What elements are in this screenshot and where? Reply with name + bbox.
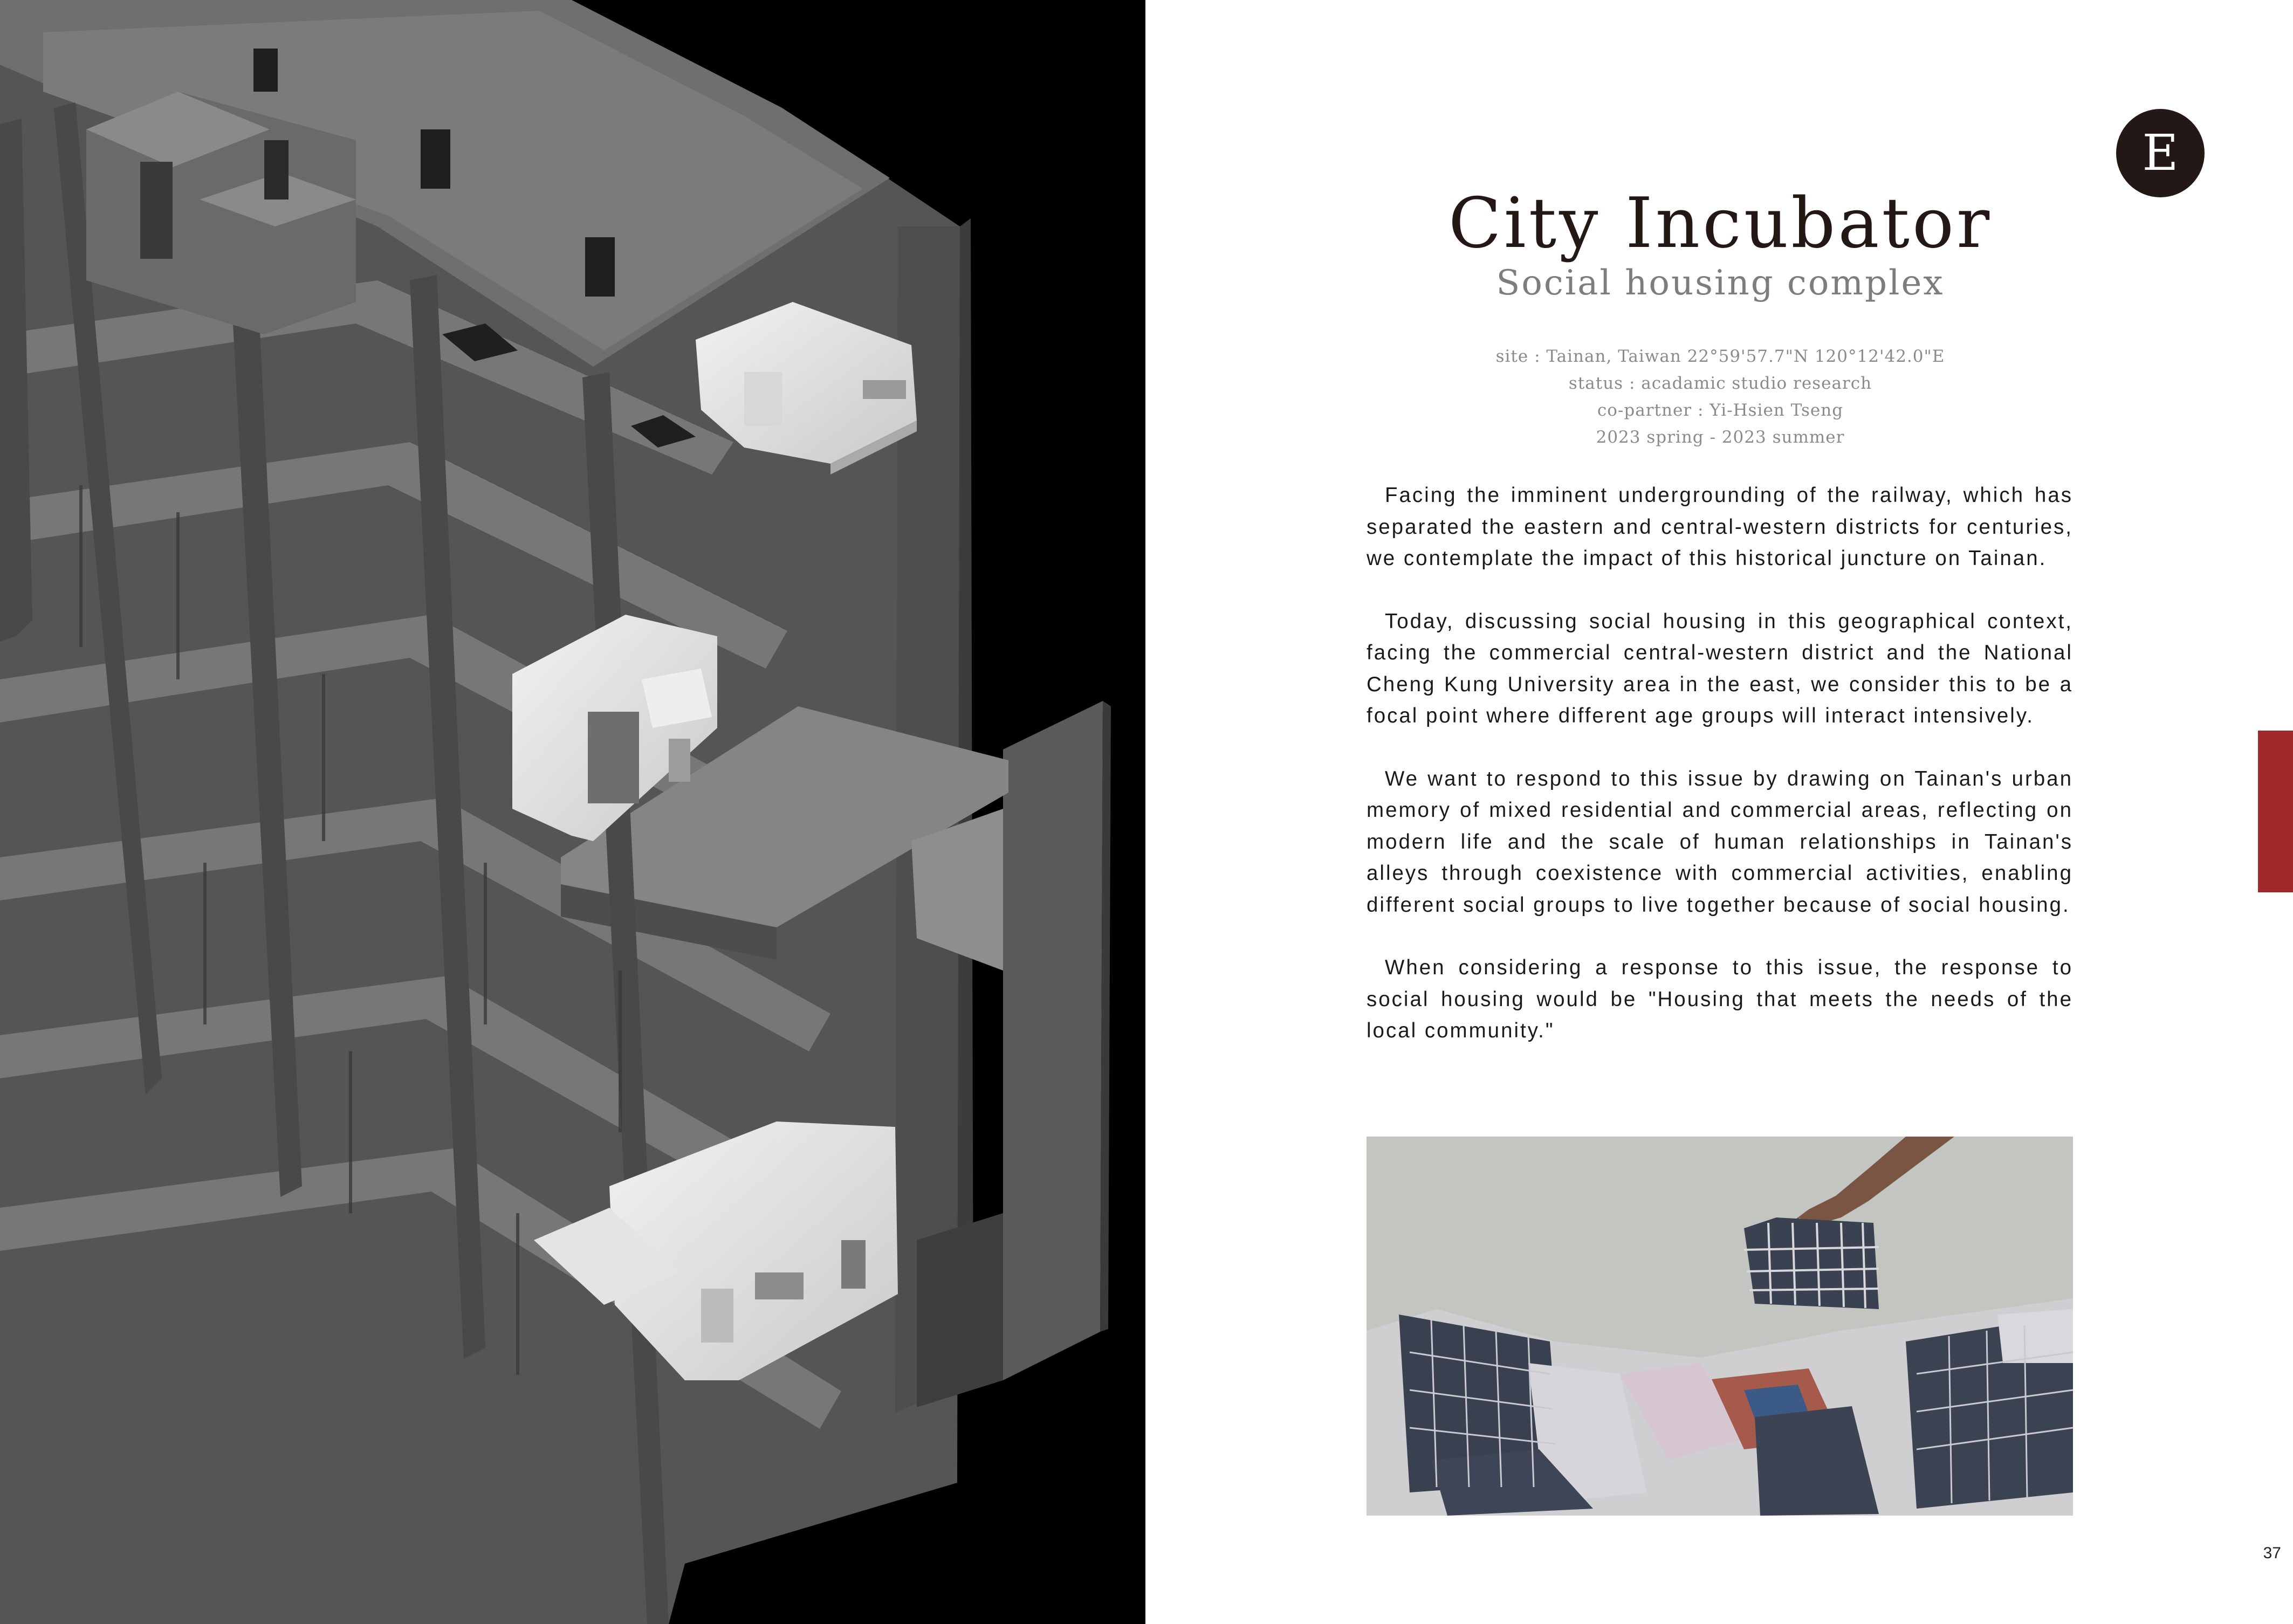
page-number: 37 xyxy=(2263,1544,2281,1562)
project-subtitle: Social housing complex xyxy=(1496,263,1945,303)
project-title: City Incubator xyxy=(1448,183,1993,264)
project-description xyxy=(1367,480,2073,1078)
meta-site: site : Tainan, Taiwan 22°59'57.7"N 120°12'42.0"E xyxy=(1495,347,1945,366)
project-meta xyxy=(1370,343,2071,451)
paragraph-3: We want to respond to this issue by drawing on Tainan's urban memory of mixed residential and commercial areas, reflecting on modern life and the scale of human relationships in Tainan's alleys through coexistence with commercial activities, enabling different social groups to live together because of social housing. xyxy=(1367,767,2073,917)
building-axonometric-rendering xyxy=(0,0,1145,1624)
meta-period: 2023 spring - 2023 summer xyxy=(1596,428,1845,447)
model-photo xyxy=(1367,1137,2073,1516)
paragraph-1: Facing the imminent undergrounding of the railway, which has separated the eastern and central-western districts for centuries, we contemplate the impact of this historical juncture on Tainan. xyxy=(1367,484,2073,570)
paragraph-2: Today, discussing social housing in this geographical context, facing the commercial central-western district and the National Cheng Kung University area in the east, we consider this to be a focal point where different age groups will interact intensively. xyxy=(1367,609,2073,727)
chapter-tab xyxy=(2258,731,2293,892)
section-letter: E xyxy=(2142,124,2179,182)
lifted-model-block xyxy=(1744,1217,1879,1309)
paragraph-4: When considering a response to this issue, the response to social housing would be "Housing that meets the needs of the local community." xyxy=(1367,956,2073,1042)
meta-partner: co-partner : Yi-Hsien Tseng xyxy=(1597,401,1844,420)
meta-status: status : acadamic studio research xyxy=(1568,374,1872,393)
section-badge xyxy=(2116,109,2205,197)
